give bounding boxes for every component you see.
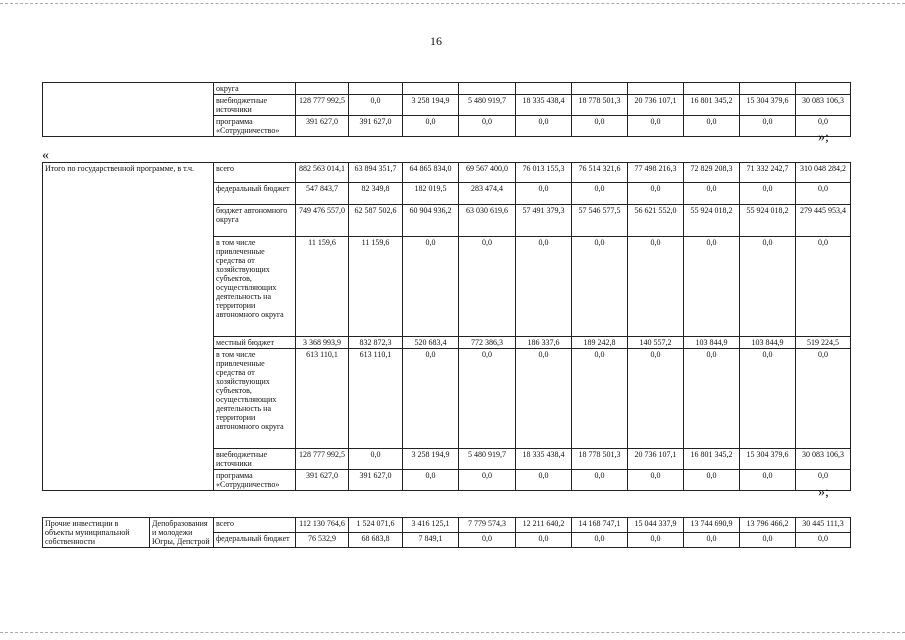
value-cell: 0,0 — [403, 349, 459, 449]
value-cell: 0,0 — [516, 183, 572, 205]
value-cell: 12 211 640,2 — [516, 518, 572, 533]
value-cell: 0,0 — [796, 237, 851, 337]
value-cell: 15 304 379,6 — [740, 95, 796, 116]
value-cell: 72 829 208,3 — [684, 163, 740, 183]
value-cell: 0,0 — [740, 349, 796, 449]
value-cell: 5 480 919,7 — [459, 449, 516, 470]
value-cell: 18 335 438,4 — [516, 449, 572, 470]
value-cell: 14 168 747,1 — [572, 518, 628, 533]
closing-quote: »; — [818, 130, 829, 145]
table-row — [43, 83, 851, 95]
value-cell: 0,0 — [516, 533, 572, 548]
value-cell: 76 013 155,3 — [516, 163, 572, 183]
value-cell: 0,0 — [684, 533, 740, 548]
closing-quote-2: »; — [818, 485, 829, 500]
value-cell: 16 801 345,2 — [684, 449, 740, 470]
value-cell: 0,0 — [349, 449, 403, 470]
value-cell: 0,0 — [628, 183, 684, 205]
value-cell: 0,0 — [516, 116, 572, 137]
value-cell: 71 332 242,7 — [740, 163, 796, 183]
value-cell: 0,0 — [796, 533, 851, 548]
value-cell — [516, 83, 572, 95]
value-cell: 0,0 — [684, 116, 740, 137]
value-cell: 60 904 936,2 — [403, 205, 459, 237]
value-cell: 0,0 — [684, 237, 740, 337]
value-cell: 613 110,1 — [296, 349, 349, 449]
value-cell: 5 480 919,7 — [459, 95, 516, 116]
value-cell: 0,0 — [459, 237, 516, 337]
value-cell: 0,0 — [740, 470, 796, 491]
value-cell: 57 546 577,5 — [572, 205, 628, 237]
value-cell: 0,0 — [740, 533, 796, 548]
value-cell: 69 567 400,0 — [459, 163, 516, 183]
value-cell: 391 627,0 — [296, 470, 349, 491]
value-cell: 0,0 — [572, 349, 628, 449]
row-label: округа — [214, 83, 296, 95]
value-cell: 0,0 — [628, 349, 684, 449]
value-cell: 64 865 834,0 — [403, 163, 459, 183]
value-cell: 0,0 — [572, 237, 628, 337]
value-cell: 3 368 993,9 — [296, 337, 349, 349]
value-cell: 55 924 018,2 — [684, 205, 740, 237]
value-cell: 103 844,9 — [740, 337, 796, 349]
value-cell: 0,0 — [572, 533, 628, 548]
row-label: внебюджетные источники — [214, 95, 296, 116]
value-cell: 103 844,9 — [684, 337, 740, 349]
row-label: федеральный бюджет — [214, 533, 296, 548]
value-cell: 63 894 351,7 — [349, 163, 403, 183]
value-cell: 15 044 337,9 — [628, 518, 684, 533]
table-continuation — [42, 82, 851, 137]
value-cell: 82 349,8 — [349, 183, 403, 205]
opening-quote: « — [42, 148, 49, 163]
value-cell: 0,0 — [349, 95, 403, 116]
value-cell: 832 872,3 — [349, 337, 403, 349]
row-label: внебюджетные источники — [214, 449, 296, 470]
value-cell: 77 498 216,3 — [628, 163, 684, 183]
section-title: Итого по государственной программе, в т.ч. — [43, 163, 214, 491]
value-cell: 1 524 071,6 — [349, 518, 403, 533]
value-cell: 128 777 992,5 — [296, 95, 349, 116]
value-cell: 0,0 — [628, 533, 684, 548]
scan-edge-bottom — [0, 632, 905, 634]
value-cell: 63 030 619,6 — [459, 205, 516, 237]
value-cell: 391 627,0 — [349, 116, 403, 137]
value-cell: 279 445 953,4 — [796, 205, 851, 237]
value-cell: 0,0 — [572, 470, 628, 491]
row-label: в том числе привлеченные средства от хозяйствующих субъектов, осуществляющих деятельность на территории автономного округа — [214, 237, 296, 337]
value-cell: 13 744 690,9 — [684, 518, 740, 533]
executor-cell: Депобразования и молодежи Югры, Депстрой — [150, 518, 214, 548]
table-row — [43, 518, 851, 533]
value-cell — [403, 83, 459, 95]
value-cell — [628, 83, 684, 95]
value-cell: 0,0 — [516, 237, 572, 337]
row-label: в том числе привлеченные средства от хозяйствующих субъектов, осуществляющих деятельность на территории автономного округа — [214, 349, 296, 449]
value-cell: 189 242,8 — [572, 337, 628, 349]
value-cell: 30 083 106,3 — [796, 449, 851, 470]
value-cell: 3 258 194,9 — [403, 95, 459, 116]
value-cell: 18 778 501,3 — [572, 95, 628, 116]
value-cell: 30 083 106,3 — [796, 95, 851, 116]
value-cell — [459, 83, 516, 95]
value-cell: 76 514 321,6 — [572, 163, 628, 183]
value-cell: 76 532,9 — [296, 533, 349, 548]
value-cell: 186 337,6 — [516, 337, 572, 349]
value-cell: 0,0 — [628, 116, 684, 137]
value-cell: 7 779 574,3 — [459, 518, 516, 533]
section-title: Прочие инвестиции в объекты муниципальной собственности — [43, 518, 150, 548]
value-cell: 0,0 — [572, 183, 628, 205]
value-cell: 0,0 — [403, 470, 459, 491]
table-total-program — [42, 162, 851, 491]
value-cell: 613 110,1 — [349, 349, 403, 449]
page-number: 16 — [430, 34, 442, 48]
value-cell: 0,0 — [684, 470, 740, 491]
value-cell — [740, 83, 796, 95]
row-label: всего — [214, 163, 296, 183]
value-cell: 772 386,3 — [459, 337, 516, 349]
value-cell: 391 627,0 — [296, 116, 349, 137]
value-cell: 0,0 — [796, 470, 851, 491]
value-cell: 182 019,5 — [403, 183, 459, 205]
value-cell: 16 801 345,2 — [684, 95, 740, 116]
row-label: федеральный бюджет — [214, 183, 296, 205]
value-cell: 882 563 014,1 — [296, 163, 349, 183]
row-label: программа «Сотрудничество» — [214, 116, 296, 137]
value-cell: 56 621 552,0 — [628, 205, 684, 237]
value-cell: 0,0 — [740, 116, 796, 137]
value-cell: 55 924 018,2 — [740, 205, 796, 237]
value-cell — [572, 83, 628, 95]
value-cell: 0,0 — [459, 116, 516, 137]
value-cell: 749 476 557,0 — [296, 205, 349, 237]
value-cell: 0,0 — [740, 237, 796, 337]
value-cell: 520 683,4 — [403, 337, 459, 349]
value-cell: 0,0 — [459, 533, 516, 548]
value-cell: 7 849,1 — [403, 533, 459, 548]
value-cell: 140 557,2 — [628, 337, 684, 349]
value-cell: 0,0 — [796, 116, 851, 137]
value-cell: 18 335 438,4 — [516, 95, 572, 116]
row-label: местный бюджет — [214, 337, 296, 349]
value-cell: 0,0 — [459, 470, 516, 491]
value-cell: 0,0 — [628, 470, 684, 491]
value-cell: 128 777 992,5 — [296, 449, 349, 470]
table-row — [43, 163, 851, 183]
value-cell: 30 445 111,3 — [796, 518, 851, 533]
value-cell: 0,0 — [516, 470, 572, 491]
value-cell: 0,0 — [684, 349, 740, 449]
value-cell: 20 736 107,1 — [628, 449, 684, 470]
value-cell: 0,0 — [459, 349, 516, 449]
value-cell: 57 491 379,3 — [516, 205, 572, 237]
value-cell: 391 627,0 — [349, 470, 403, 491]
value-cell: 283 474,4 — [459, 183, 516, 205]
scan-edge-top — [0, 3, 905, 5]
value-cell: 0,0 — [740, 183, 796, 205]
value-cell — [684, 83, 740, 95]
value-cell: 15 304 379,6 — [740, 449, 796, 470]
value-cell: 0,0 — [684, 183, 740, 205]
value-cell: 519 224,5 — [796, 337, 851, 349]
value-cell: 0,0 — [403, 116, 459, 137]
value-cell: 3 416 125,1 — [403, 518, 459, 533]
value-cell — [349, 83, 403, 95]
value-cell: 0,0 — [628, 237, 684, 337]
value-cell: 20 736 107,1 — [628, 95, 684, 116]
value-cell: 0,0 — [516, 349, 572, 449]
value-cell: 310 048 284,2 — [796, 163, 851, 183]
value-cell: 68 683,8 — [349, 533, 403, 548]
value-cell: 11 159,6 — [296, 237, 349, 337]
value-cell: 11 159,6 — [349, 237, 403, 337]
blank-cell — [43, 83, 214, 137]
value-cell: 0,0 — [403, 237, 459, 337]
value-cell: 18 778 501,3 — [572, 449, 628, 470]
value-cell: 3 258 194,9 — [403, 449, 459, 470]
value-cell — [296, 83, 349, 95]
value-cell: 13 796 466,2 — [740, 518, 796, 533]
value-cell: 0,0 — [796, 349, 851, 449]
value-cell: 112 130 764,6 — [296, 518, 349, 533]
value-cell: 0,0 — [572, 116, 628, 137]
value-cell: 62 587 502,6 — [349, 205, 403, 237]
value-cell: 0,0 — [796, 183, 851, 205]
row-label: программа «Сотрудничество» — [214, 470, 296, 491]
value-cell — [796, 83, 851, 95]
value-cell: 547 843,7 — [296, 183, 349, 205]
row-label: бюджет автономного округа — [214, 205, 296, 237]
table-other-investments — [42, 517, 851, 548]
row-label: всего — [214, 518, 296, 533]
